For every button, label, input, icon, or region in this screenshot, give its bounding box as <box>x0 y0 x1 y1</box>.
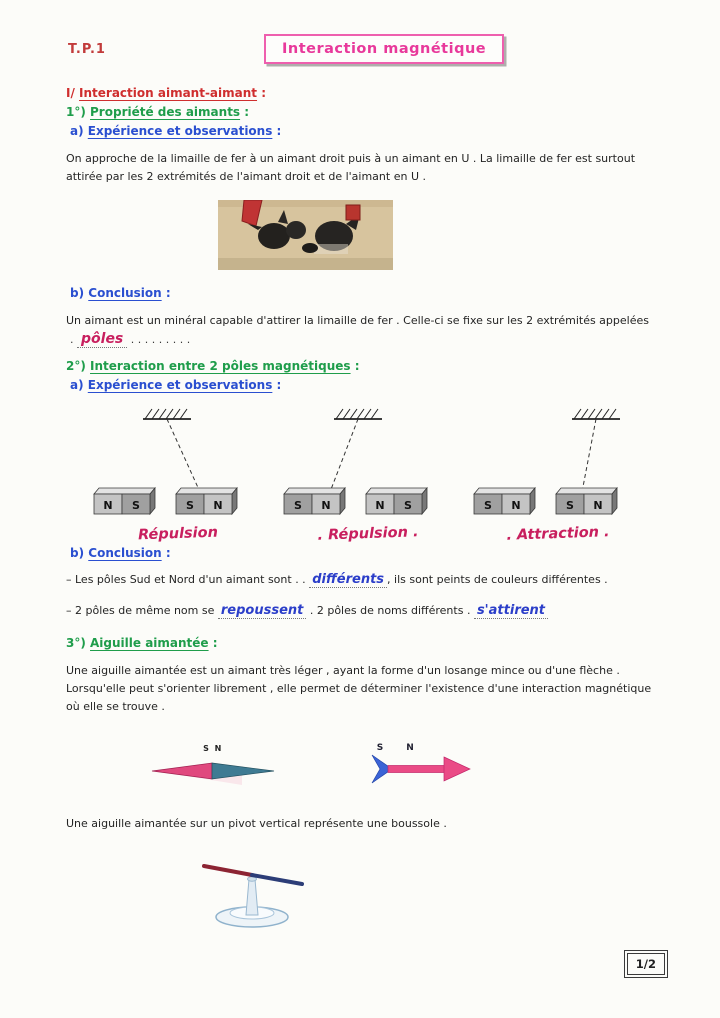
heading-suffix: : <box>161 546 171 561</box>
heading-suffix: : <box>161 285 171 300</box>
handwritten-result-label: . Attraction . <box>506 524 610 545</box>
answer-dots: . <box>70 333 77 347</box>
compass-drawing <box>190 839 660 935</box>
losange-needle-icon <box>146 738 296 790</box>
subsection-heading-2a <box>70 378 660 392</box>
heading-prefix: I/ <box>66 86 80 100</box>
heading-prefix: a) <box>70 378 88 393</box>
heading-text: Expérience et observations <box>87 378 273 393</box>
pole-label: S <box>294 499 302 513</box>
heading-text: Conclusion <box>88 546 162 561</box>
conclusion-line-2 <box>66 601 660 622</box>
magnet-experiment-2 <box>278 402 458 545</box>
section-heading-1 <box>66 86 660 100</box>
string-dashed-line <box>330 419 358 492</box>
subsection-heading-1-1b <box>70 286 660 300</box>
pole-label: N <box>214 744 222 754</box>
magnet-experiment-1 <box>88 402 268 542</box>
pole-label: S <box>404 499 412 513</box>
pole-label: N <box>103 499 113 513</box>
header <box>66 34 660 74</box>
magnet-experiment-3 <box>468 402 648 545</box>
needle-paragraph: Une aiguille aimantée est un aimant très léger , ayant la forme d'un losange mince ou d'une flèche . Lorsqu'elle peut s'orienter librement , elle permet de déterminer l'existence d'une interaction magnétique où elle se trouve . <box>66 664 652 713</box>
pole-label: N <box>593 499 603 513</box>
pole-label: N <box>321 499 331 513</box>
tp-number-label: T.P.1 <box>68 42 106 57</box>
pole-label: S <box>566 499 574 513</box>
string-dashed-line <box>582 419 596 492</box>
heading-text: Expérience et observations <box>87 124 273 138</box>
heading-prefix: b) <box>70 285 89 300</box>
handwritten-answer-poles: pôles <box>77 331 127 348</box>
compass-paragraph: Une aiguille aimantée sur un pivot vertical représente une boussole . <box>66 817 447 831</box>
page-number: 1/2 <box>627 953 665 975</box>
conclusion-line-1 <box>66 570 660 591</box>
support-hatch-icon <box>334 409 382 419</box>
printed-text: – Les pôles Sud et Nord d'un aimant sont . . <box>66 573 310 587</box>
fill-in-answer-line <box>70 331 660 347</box>
handwritten-answer-differents: différents <box>309 572 387 588</box>
subsection-heading-3 <box>66 636 660 650</box>
bar-magnet-left <box>474 488 535 514</box>
pole-label: N <box>375 499 385 513</box>
bar-magnet-right <box>176 488 237 514</box>
support-hatch-icon <box>572 409 620 419</box>
hanging-magnet-diagram-1 <box>88 402 268 520</box>
bar-magnet-right <box>556 488 617 514</box>
bar-magnet-left <box>284 488 345 514</box>
pole-label: N <box>213 499 223 513</box>
heading-suffix: : <box>208 636 218 651</box>
heading-suffix: : <box>272 124 282 138</box>
subsection-heading-1-1 <box>66 105 660 119</box>
heading-text: Aiguille aimantée <box>90 636 209 651</box>
hanging-magnet-diagram-3 <box>468 402 648 520</box>
heading-prefix: b) <box>70 546 89 561</box>
heading-text: Interaction entre 2 pôles magnétiques <box>90 359 351 374</box>
compass-pivot-icon <box>190 839 350 931</box>
bar-magnet-right <box>366 488 427 514</box>
experiment-photo <box>218 200 393 270</box>
experiment-paragraph: On approche de la limaille de fer à un aimant droit puis à un aimant en U . La limaille de fer est surtout attirée par les 2 extrémités de l'aimant droit et de l'aimant en U . <box>66 152 636 183</box>
magnet-experiments <box>88 402 648 545</box>
hanging-magnet-diagram-2 <box>278 402 458 520</box>
needle-drawings <box>146 735 660 793</box>
pole-label: S <box>132 499 140 513</box>
pole-label: N <box>511 499 521 513</box>
heading-prefix: 2°) <box>66 359 91 374</box>
pole-label: S <box>376 743 384 754</box>
printed-text: – 2 pôles de même nom se <box>66 604 218 618</box>
bar-magnet-left <box>94 488 155 514</box>
heading-text: Conclusion <box>88 285 162 300</box>
pole-label: S <box>203 744 209 754</box>
heading-suffix: : <box>257 86 267 100</box>
arrow-needle-icon <box>366 735 486 793</box>
page-title: Interaction magnétique <box>264 34 504 64</box>
page-number-box <box>624 950 668 978</box>
heading-text: Propriété des aimants <box>90 105 241 119</box>
heading-prefix: 3°) <box>66 636 91 651</box>
answer-dots: . . . . . . . . . <box>127 333 191 347</box>
printed-text: , ils sont peints de couleurs différentes . <box>387 573 608 587</box>
handwritten-result-label: . Répulsion . <box>317 524 419 545</box>
pole-label: N <box>406 743 414 754</box>
heading-prefix: a) <box>70 124 88 138</box>
iron-filings-photo-image <box>218 200 393 270</box>
printed-text: . 2 pôles de noms différents . <box>306 604 474 618</box>
heading-suffix: : <box>350 359 360 374</box>
subsection-heading-2 <box>66 359 660 373</box>
heading-prefix: 1°) <box>66 105 91 119</box>
subsection-heading-2b <box>70 546 660 560</box>
pole-label: S <box>186 499 194 513</box>
conclusion-paragraph-1: Un aimant est un minéral capable d'attirer la limaille de fer . Celle-ci se fixe sur les 2 extrémités appelées <box>66 313 649 327</box>
handwritten-answer-repoussent: repoussent <box>218 603 306 619</box>
handwritten-result-label: Répulsion <box>137 525 219 544</box>
support-hatch-icon <box>143 409 191 419</box>
heading-text: Interaction aimant-aimant <box>79 86 258 100</box>
heading-suffix: : <box>272 378 282 393</box>
subsection-heading-1-1a <box>70 124 660 138</box>
handwritten-answer-sattirent: s'attirent <box>474 603 548 619</box>
heading-suffix: : <box>240 105 250 119</box>
pole-label: S <box>484 499 492 513</box>
string-dashed-line <box>167 419 200 492</box>
